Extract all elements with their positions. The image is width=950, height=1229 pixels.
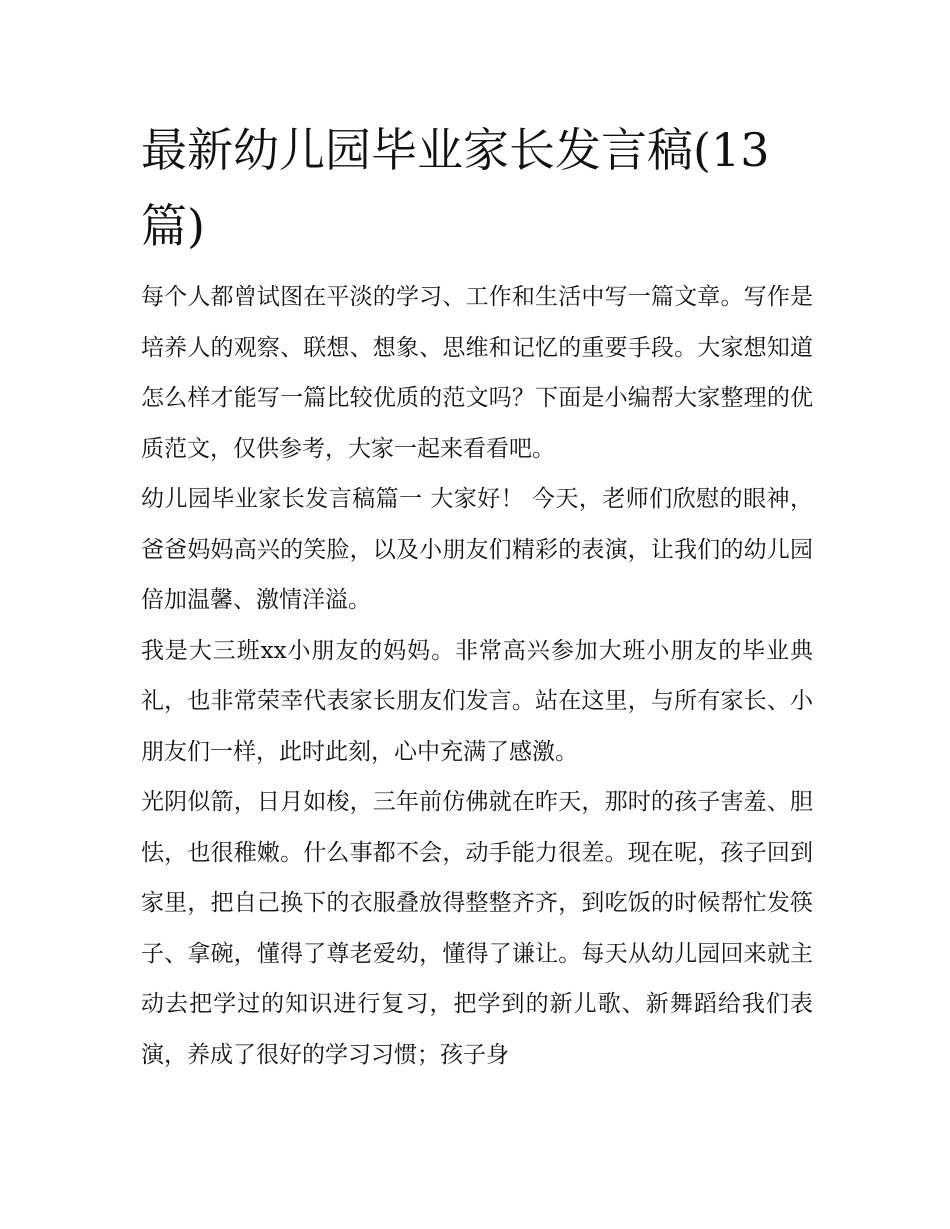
document-page xyxy=(141,112,813,1080)
document-title: 最新幼儿园毕业家长发言稿(13篇) xyxy=(141,123,770,253)
paragraph-introduction-self: 我是大三班xx小朋友的妈妈。非常高兴参加大班小朋友的毕业典礼，也非常荣幸代表家长朋友们发言。站在这里，与所有家长、小朋友们一样，此时此刻，心中充满了感激。 xyxy=(141,637,813,765)
paragraph-greeting: 幼儿园毕业家长发言稿篇一 大家好！ 今天，老师们欣慰的眼神，爸爸妈妈高兴的笑脸，以及小朋友们精彩的表演，让我们的幼儿园倍加温馨、激情洋溢。 xyxy=(141,486,813,613)
paragraph-intro: 每个人都曾试图在平淡的学习、工作和生活中写一篇文章。写作是培养人的观察、联想、想象、思维和记忆的重要手段。大家想知道怎么样才能写一篇比较优质的范文吗？下面是小编帮大家整理的优质范文，仅供参考，大家一起来看看吧。 xyxy=(141,284,813,462)
paragraph-growth: 光阴似箭，日月如梭，三年前仿佛就在昨天，那时的孩子害羞、胆怯，也很稚嫩。什么事都不会，动手能力很差。现在呢，孩子回到家里，把自己换下的衣服叠放得整整齐齐，到吃饭的时候帮忙发筷子、拿碗，懂得了尊老爱幼，懂得了谦让。每天从幼儿园回来就主动去把学过的知识进行复习，把学到的新儿歌、新舞蹈给我们表演，养成了很好的学习习惯；孩子身 xyxy=(141,789,813,1068)
